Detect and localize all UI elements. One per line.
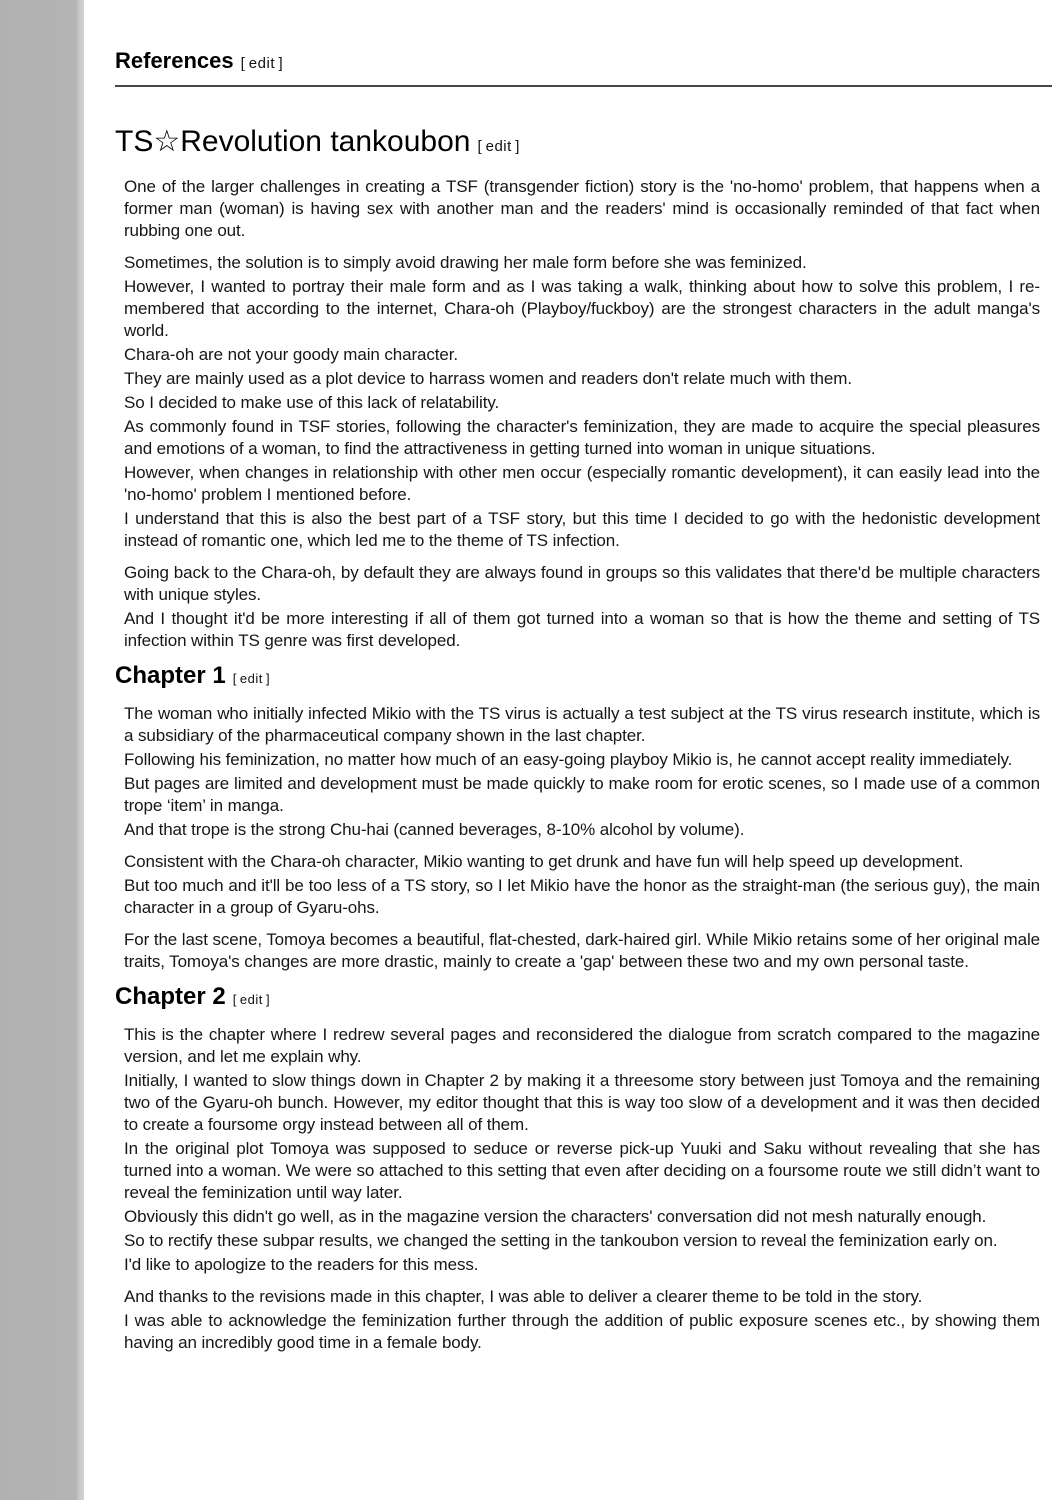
paragraph: And I thought it'd be more interesting if all of them got turned into a woman so that is how the theme and setting of TS infection within TS genre was first developed. [124,609,1040,650]
paragraph: This is the chapter where I redrew several pages and reconsidered the dialogue from scratch compared to the magazine version, and let me explain why. [124,1025,1040,1066]
paragraph-group [115,1024,1040,1276]
paragraph: In the original plot Tomoya was supposed to seduce or reverse pick-up Yuuki and Saku without revealing that she has turned into a woman. We were so attached to this setting that even after deciding on a foursome route we still didn’t want to reveal the feminization until way later. [124,1139,1040,1202]
paragraph: The woman who initially infected Mikio with the TS virus is actually a test subject at the TS virus research institute, which is a subsidiary of the pharmaceutical company shown in the last chapter. [124,704,1040,745]
paragraph: Initially, I wanted to slow things down in Chapter 2 by making it a threesome story between just Tomoya and the remaining two of the Gyaru-oh bunch. However, my editor thought that this is way too slow of a development and it was then decided to create a foursome orgy instead between all of them. [124,1071,1040,1134]
paragraph: One of the larger challenges in creating a TSF (transgender fiction) story is the 'no-homo' problem, that happens when a former man (woman) is having sex with another man and the readers' mind is occasionally reminded of that fact when rubbing one out. [124,177,1040,240]
paragraph-group [115,176,1040,242]
paragraph: But too much and it'll be too less of a TS story, so I let Mikio have the honor as the straight-man (the serious guy), the main character in a group of Gyaru-ohs. [124,876,1040,917]
paragraph: They are mainly used as a plot device to harrass women and readers don't relate much with them. [124,369,852,388]
paragraph: However, when changes in relationship with other men occur (especially romantic development), it can easily lead into the 'no-homo' problem I mentioned before. [124,463,1040,504]
paragraph: Chara-oh are not your goody main character. [124,345,458,364]
paragraph-group [115,1286,1040,1354]
references-heading-text: References [115,48,234,73]
paragraph: As commonly found in TSF stories, following the character's feminization, they are made to acquire the special pleasures and emotions of a woman, to find the attractiveness in getting turned into woman in unique situations. [124,417,1040,458]
paragraph: Going back to the Chara-oh, by default they are always found in groups so this validates that there'd be multiple characters with unique styles. [124,563,1040,604]
chapter-2-heading-text: Chapter 2 [115,983,226,1010]
paragraph: For the last scene, Tomoya becomes a beautiful, flat-chested, dark-haired girl. While Mikio retains some of her original male traits, Tomoya's changes are more drastic, mainly to create a 'gap' between these two and my own personal taste. [124,930,1041,971]
paragraph: Sometimes, the solution is to simply avoid drawing her male form before she was feminized. [124,253,807,272]
paragraph-group [115,562,1040,652]
paragraph: Consistent with the Chara-oh character, Mikio wanting to get drunk and have fun will help speed up development. [124,852,964,871]
paragraph: And that trope is the strong Chu-hai (canned beverages, 8-10% alcohol by volume). [124,820,745,839]
paragraph: However, I wanted to portray their male form and as I was taking a walk, thinking about how to solve this problem, I remembered that according to the internet, Chara-oh (Playboy/fuckboy) are the strongest characters in the adult manga's world. [124,277,1040,340]
paragraph-group [115,929,1040,973]
chapter-1-edit-link[interactable]: [ edit ] [232,671,271,686]
references-edit-link[interactable]: [ edit ] [240,55,284,72]
paragraph: Following his feminization, no matter how much of an easy-going playboy Mikio is, he cannot accept reality immediately. [124,750,1013,769]
chapter-1-heading-text: Chapter 1 [115,662,226,689]
paragraph: But pages are limited and development must be made quickly to make room for erotic scenes, so I made use of a common trope ‘item’ in manga. [124,774,1040,815]
paragraph: I was able to acknowledge the feminization further through the addition of public exposure scenes etc., by showing them having an incredibly good time in a female body. [124,1311,1040,1352]
scanner-background-strip [0,0,84,1500]
references-heading [115,48,1052,87]
paragraph: Obviously this didn't go well, as in the magazine version the characters' conversation did not mesh naturally enough. [124,1207,987,1226]
paragraph: So to rectify these subpar results, we changed the setting in the tankoubon version to reveal the feminization early on. [124,1231,998,1250]
paragraph-group [115,851,1040,919]
article-page [84,0,1057,1500]
article-title-heading [115,125,1040,164]
paragraph: I understand that this is also the best part of a TSF story, but this time I decided to go with the hedonistic development instead of romantic one, which led me to the theme of TS infection. [124,509,1040,550]
paragraph-group [115,703,1040,841]
article-title-text: TS☆Revolution tankoubon [115,125,471,158]
chapter-2-edit-link[interactable]: [ edit ] [232,992,271,1007]
chapter-1-heading [115,662,1040,693]
paragraph: So I decided to make use of this lack of relatability. [124,393,500,412]
chapter-2-heading [115,983,1040,1014]
paragraph-group [115,252,1040,552]
paragraph: I'd like to apologize to the readers for this mess. [124,1255,479,1274]
paragraph: And thanks to the revisions made in this chapter, I was able to deliver a clearer theme to be told in the story. [124,1287,923,1306]
article-edit-link[interactable]: [ edit ] [477,138,520,155]
